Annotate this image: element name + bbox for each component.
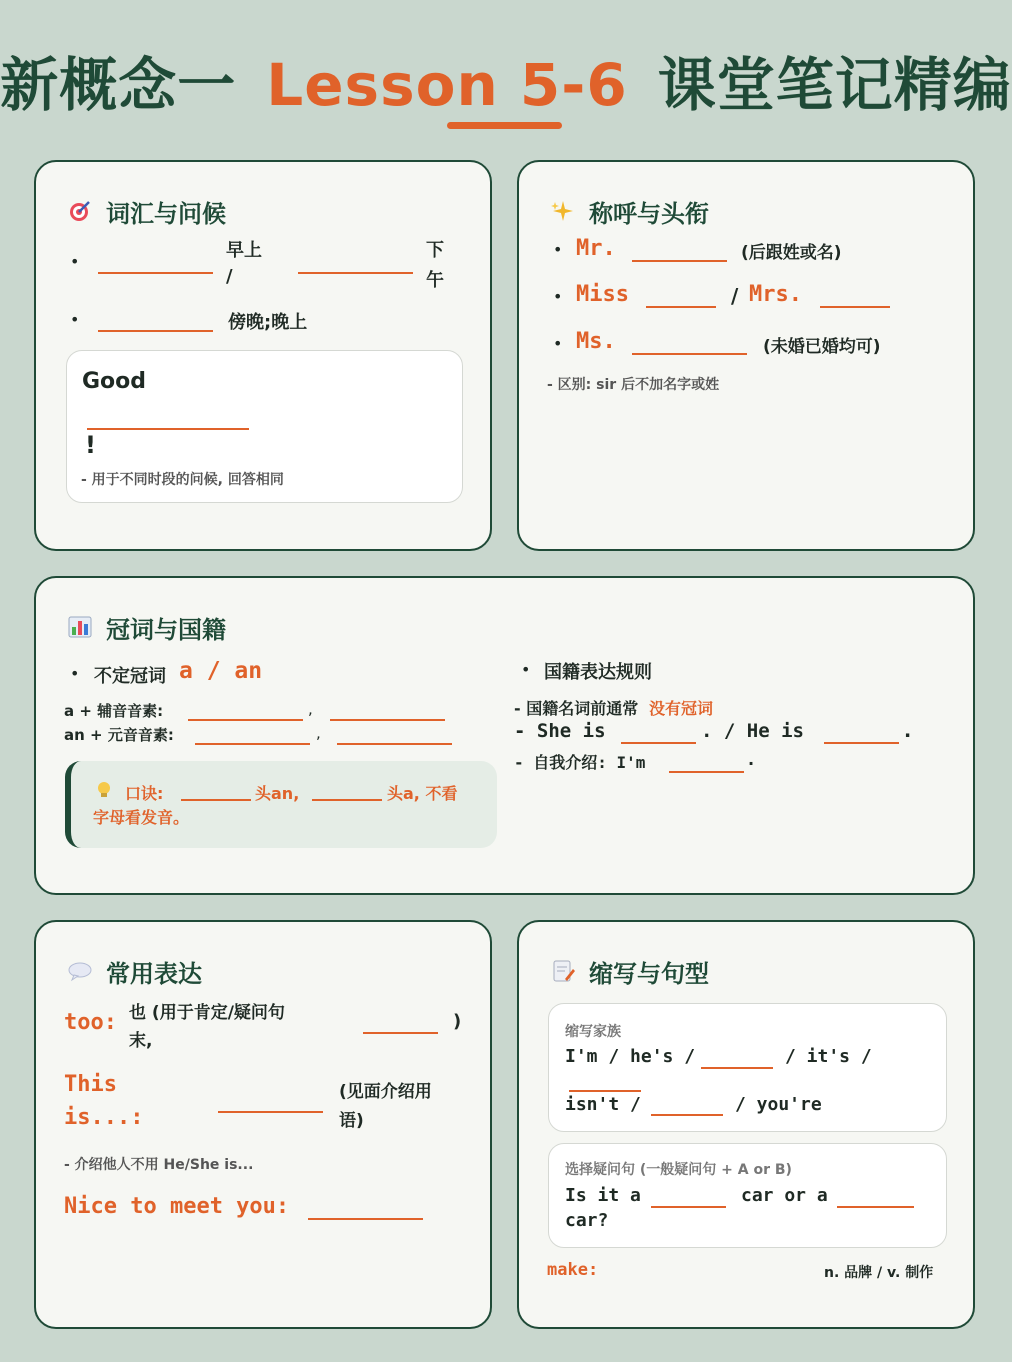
nat-line1: - 国籍名词前通常 — [514, 699, 639, 718]
tip-end: 字母看发音。 — [93, 808, 190, 827]
mr-note: (后跟姓或名) — [741, 243, 842, 263]
ms-note: (未婚已婚均可) — [763, 337, 881, 357]
blank-miss[interactable] — [646, 306, 716, 308]
consonant-rule: a + 辅音音素: — [64, 702, 164, 720]
titles-card — [517, 160, 975, 551]
title-left: 新概念一 — [0, 51, 237, 119]
vocab-title-text: 词汇与问候 — [106, 200, 226, 228]
blank-family-1[interactable] — [701, 1067, 773, 1069]
period: . — [904, 720, 912, 742]
blank-afternoon[interactable] — [298, 272, 413, 274]
make-meaning: n. 品牌 / v. 制作 — [824, 1265, 934, 1281]
contractions-card — [517, 920, 975, 1329]
family-label: 缩写家族 — [565, 1024, 621, 1040]
good-excl: ! — [85, 431, 96, 459]
choice-is-it-a: Is it a — [565, 1185, 641, 1206]
nat-no-article: 没有冠词 — [649, 699, 714, 718]
slash: / — [731, 284, 739, 308]
indef-value: a / an — [179, 658, 263, 684]
title-lesson: Lesson 5-6 — [266, 51, 628, 119]
too-close: ) — [453, 1011, 462, 1032]
titles-card-title — [551, 194, 709, 229]
family-line1b: / it's / — [785, 1046, 872, 1067]
tip-mid2: 头a, 不看 — [387, 784, 458, 803]
tip-box — [65, 761, 497, 848]
family-line2b: / you're — [735, 1094, 822, 1115]
choice-car: car? — [565, 1210, 609, 1231]
articles-title-text: 冠词与国籍 — [106, 616, 226, 644]
bullet: • — [70, 310, 80, 329]
this-label2: is...: — [64, 1105, 144, 1130]
bullet: • — [553, 287, 563, 306]
period: . — [748, 750, 755, 769]
blank-consonant-1[interactable] — [188, 719, 303, 721]
blank-too[interactable] — [363, 1032, 438, 1034]
vocab-afternoon-2: 午 — [426, 270, 444, 291]
nat-she-is: - She is — [514, 720, 606, 742]
vocab-card-title — [68, 194, 226, 229]
blank-evening[interactable] — [98, 330, 213, 332]
title-mrs: Mrs. — [749, 282, 802, 307]
expressions-card-title — [68, 954, 202, 989]
title-right: 课堂笔记精编 — [657, 51, 1012, 119]
blank-choice-1[interactable] — [651, 1206, 726, 1208]
bullet: • — [553, 334, 563, 353]
good-box — [66, 350, 463, 503]
this-label1: This — [64, 1072, 117, 1097]
bullet: • — [553, 240, 563, 259]
title-ms: Ms. — [576, 329, 616, 354]
memo-icon — [551, 959, 577, 985]
contractions-card-title — [551, 954, 709, 989]
bullet: • — [70, 252, 80, 271]
blank-tip-2[interactable] — [312, 799, 382, 801]
tip-prefix: 口诀: — [125, 784, 164, 803]
family-line2a: isn't / — [565, 1094, 641, 1115]
choice-label: 选择疑问句 (一般疑问句 + A or B) — [565, 1162, 792, 1178]
family-line1a: I'm / he's / — [565, 1046, 696, 1067]
lightbulb-icon — [96, 781, 112, 803]
title-mr: Mr. — [576, 236, 616, 261]
nat-rule: 国籍表达规则 — [544, 662, 652, 683]
blank-choice-2[interactable] — [837, 1206, 914, 1208]
nat-intro: - 自我介绍: I'm — [514, 753, 646, 772]
this-desc1: (见面介绍用 — [339, 1082, 432, 1102]
good-note: - 用于不同时段的问候, 回答相同 — [81, 472, 284, 488]
blank-this[interactable] — [218, 1111, 323, 1113]
blank-good[interactable] — [87, 428, 249, 430]
too-desc2: 末, — [129, 1031, 153, 1051]
title-underline — [447, 122, 562, 129]
blank-ms[interactable] — [632, 353, 747, 355]
vocab-afternoon-1: 下 — [426, 240, 444, 261]
nat-he-is: . / He is — [701, 720, 804, 742]
articles-card — [34, 576, 975, 895]
this-note: - 介绍他人不用 He/She is... — [64, 1157, 254, 1173]
tip-mid1: 头an, — [255, 784, 300, 803]
vocab-slash: / — [226, 266, 233, 287]
vocab-evening: 傍晚;晚上 — [228, 312, 308, 333]
blank-family-2[interactable] — [569, 1090, 641, 1092]
too-label: too: — [64, 1010, 117, 1035]
blank-intro[interactable] — [669, 771, 744, 773]
blank-tip-1[interactable] — [181, 799, 251, 801]
sparkles-icon — [551, 199, 577, 225]
blank-she[interactable] — [621, 742, 696, 744]
contractions-title-text: 缩写与句型 — [589, 960, 709, 988]
comma: , — [308, 700, 313, 718]
vocab-morning: 早上 — [226, 240, 262, 261]
vocab-card — [34, 160, 492, 551]
vowel-rule: an + 元音音素: — [64, 726, 174, 744]
blank-vowel-1[interactable] — [195, 743, 310, 745]
expressions-title-text: 常用表达 — [106, 960, 202, 988]
good-word: Good — [82, 369, 147, 394]
blank-mr[interactable] — [632, 260, 727, 262]
blank-he[interactable] — [824, 742, 899, 744]
this-desc2: 语) — [339, 1111, 364, 1131]
too-desc1: 也 (用于肯定/疑问句 — [129, 1003, 285, 1023]
blank-nice[interactable] — [308, 1218, 423, 1220]
title-miss: Miss — [576, 282, 629, 307]
nice-to-meet: Nice to meet you: — [64, 1194, 290, 1219]
indef-label: 不定冠词 — [94, 666, 166, 687]
bullet: • — [70, 664, 80, 683]
expressions-card — [34, 920, 492, 1329]
blank-morning[interactable] — [98, 272, 213, 274]
bullet: • — [521, 660, 531, 679]
blank-family-3[interactable] — [651, 1114, 723, 1116]
comma: , — [316, 724, 321, 742]
diff-note: - 区别: sir 后不加名字或姓 — [547, 377, 720, 393]
articles-card-title — [68, 610, 226, 645]
make-label: make: — [547, 1260, 599, 1280]
family-box — [548, 1003, 947, 1132]
choice-car-or-a: car or a — [741, 1185, 828, 1206]
bar-chart-icon — [68, 615, 94, 641]
speech-bubble-icon — [68, 959, 94, 985]
blank-consonant-2[interactable] — [330, 719, 445, 721]
target-icon — [68, 199, 94, 225]
titles-title-text: 称呼与头衔 — [589, 200, 709, 228]
blank-mrs[interactable] — [820, 306, 890, 308]
choice-box — [548, 1143, 947, 1248]
page-title — [0, 38, 1012, 122]
blank-vowel-2[interactable] — [337, 743, 452, 745]
